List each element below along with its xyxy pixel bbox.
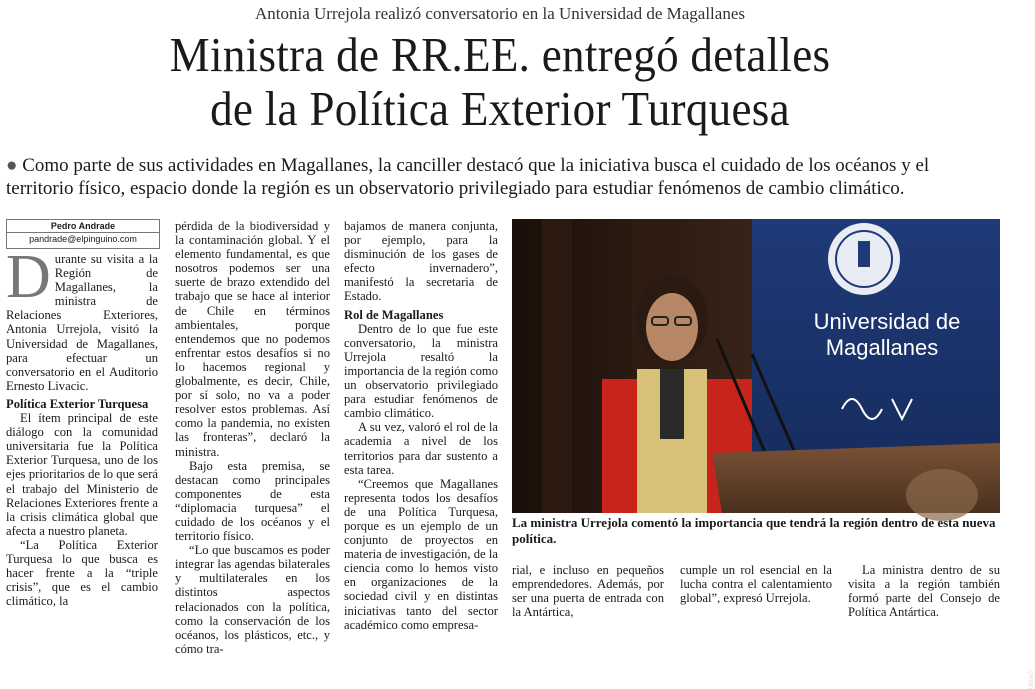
column-1 — [6, 243, 158, 616]
paragraph: La ministra dentro de su visita a la región también formó parte del Consejo de Política Antártica. — [848, 563, 1000, 620]
byline-name: Pedro Andrade — [7, 220, 159, 233]
photo-credit: UMAG — [1029, 671, 1035, 689]
column-6 — [848, 563, 1000, 620]
photo-illustration — [512, 219, 1000, 513]
paragraph: bajamos de manera conjunta, por ejemplo, para la disminución de los gases de efecto invernadero”, manifestó la secretaria de Estado. — [344, 219, 498, 304]
paragraph: Bajo esta premisa, se destacan como principales componentes de esta “diplomacia turquesa” el cuidado de los océanos y el territorio físico. — [175, 458, 330, 544]
paragraph: El ítem principal de este diálogo con la comunidad universitaria fue la Política Exterior Turquesa, uno de los ejes prioritarios de lo que será el trabajo del Ministerio de Relaciones Exteriores frente a la crisis climática global que afecta a nuestro planeta. — [6, 411, 158, 538]
paragraph: cumple un rol esencial en la lucha contra el calentamiento global”, expresó Urrejola. — [680, 563, 832, 606]
deck-text: Como parte de sus actividades en Magallanes, la canciller destacó que la iniciativa busca el cuidado de los océanos y el territorio físico, espacio donde la región es un observatorio privilegiado para estudiar fenómenos de cambio climático. — [6, 155, 930, 199]
deck — [6, 154, 998, 200]
banner-line-2: Magallanes — [825, 335, 939, 360]
paragraph: “Creemos que Magallanes representa todos los desafíos de una Política Turquesa, porque es un ejemplo de un conjunto de proyectos en materia de investigación, de la ciencia como lo hemos visto en organizaciones de la sociedad civil y en distintas iniciativas tanto del sector académico como empresa- — [344, 476, 498, 632]
speaker-face — [646, 293, 698, 361]
paragraph: A su vez, valoró el rol de la academia a nivel de los territorios para dar sustento a esta tarea. — [344, 420, 498, 477]
paragraph: Dentro de lo que fue este conversatorio, la ministra Urrejola resaltó la importancia de la región como un observatorio privilegiado para estudiar fenómenos de cambio climático. — [344, 321, 498, 421]
column-5 — [680, 563, 832, 616]
byline-email: pandrade@elpinguino.com — [29, 234, 137, 244]
headline — [40, 28, 960, 136]
paragraph-text: urante su visita a la Región de Magallanes, la ministra de Relaciones Exteriores, Antonia Urrejola, visitó la Universidad de Magallanes, para efectuar un conversatorio en el Auditorio Ernesto Livacic. — [6, 252, 158, 393]
paragraph — [6, 243, 158, 393]
drop-cap: D — [6, 243, 51, 311]
photo-caption: La ministra Urrejola comentó la importancia que tendrá la región dentro de esta nueva política. — [512, 515, 996, 546]
kicker: Antonia Urrejola realizó conversatorio en la Universidad de Magallanes — [255, 4, 745, 23]
headline-line-1: Ministra de RR.EE. entregó detalles — [169, 27, 831, 82]
bullet-icon: ● — [6, 155, 18, 176]
headline-line-2: de la Política Exterior Turquesa — [210, 81, 790, 136]
paragraph: “La Política Exterior Turquesa lo que busca es hacer frente a la “triple crisis”, que es el cambio climático, la — [6, 537, 158, 609]
paragraph: rial, e incluso en pequeños emprendedores. Además, por ser una puerta de entrada con la Antártica, — [512, 563, 664, 620]
column-2 — [175, 219, 330, 656]
paragraph: pérdida de la biodiversidad y la contaminación global. Y el elemento fundamental, es que nosotros podemos ser una suerte de brazo extendido del trabajo que se hace al interior de Chile en términos ambientales, porque entendemos que no podemos enfrentar estos desafíos si no lo hacemos regional y globalmente, es decir, Chile, por sí solo, no va a poder resolver estos problemas. Así como la pandemia, no existen las fronteras”, declaró la ministra. — [175, 219, 330, 459]
subheading: Política Exterior Turquesa — [6, 396, 149, 411]
subheading: Rol de Magallanes — [344, 307, 444, 322]
column-3 — [344, 219, 498, 632]
paragraph: “Lo que buscamos es poder integrar las agendas bilaterales y multilaterales en los distintos aspectos relacionados con la política, como la conservación de los océanos, los plásticos, etc., y cómo tra- — [175, 543, 330, 656]
column-4 — [512, 563, 664, 620]
banner-line-1: Universidad de — [813, 309, 961, 334]
